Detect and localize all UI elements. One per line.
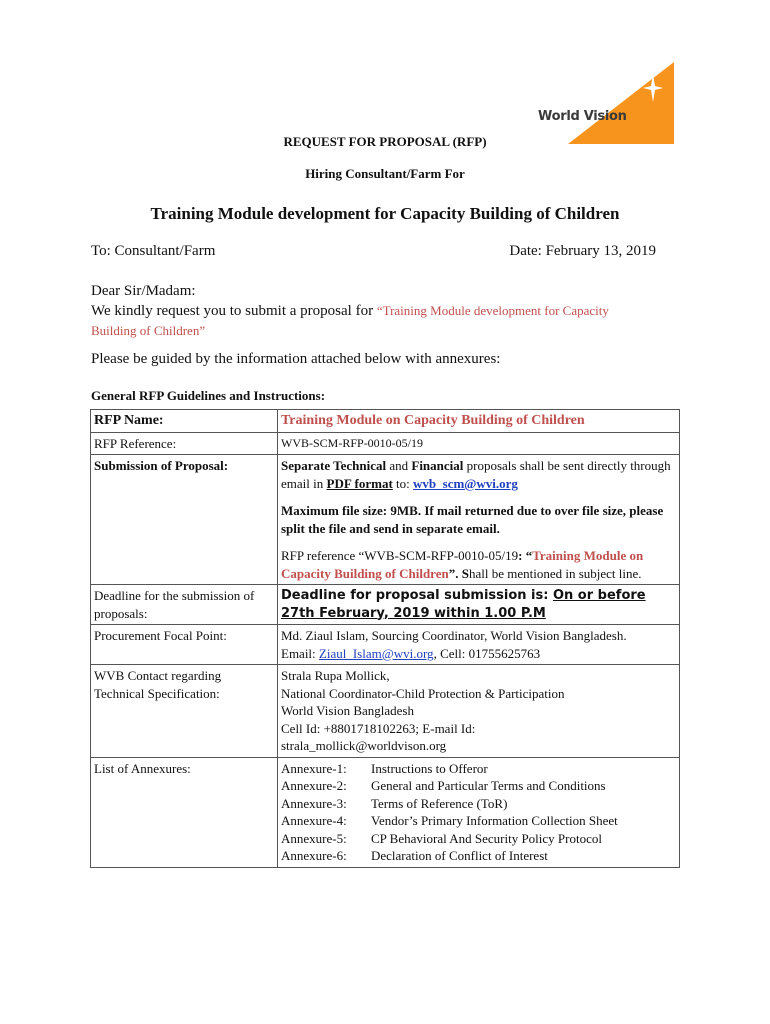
world-vision-logo — [532, 62, 674, 144]
document-subtitle: Hiring Consultant/Farm For — [305, 166, 465, 181]
focal-name: Md. Ziaul Islam, Sourcing Coordinator, World Vision Bangladesh. — [281, 628, 627, 643]
ref-tail: hall be mentioned in subject line. — [468, 565, 642, 581]
submission-paragraph-2: Maximum file size: 9MB. If mail returned due to over file size, please split the file and send in separate email. — [281, 503, 664, 536]
list-item — [281, 795, 676, 813]
annex-title: Instructions to Offeror — [371, 760, 488, 776]
deadline-intro: Deadline for proposal submission is: — [281, 588, 553, 603]
table-row — [91, 625, 680, 665]
focal-email-label: Email: — [281, 645, 319, 661]
request-prefix: We kindly request you to submit a proposal for — [91, 303, 377, 319]
annex-list — [278, 757, 680, 867]
annex-number: Annexure-2: — [281, 778, 347, 793]
document-title: REQUEST FOR PROPOSAL (RFP) — [283, 134, 487, 149]
salutation: Dear Sir/Madam: — [91, 283, 196, 299]
contact-line: Strala Rupa Mollick, — [281, 668, 390, 683]
annex-title: General and Particular Terms and Conditions — [371, 778, 606, 793]
technical-text: Separate Technical — [281, 458, 387, 473]
annex-number: Annexure-5: — [281, 830, 347, 846]
table-row — [91, 455, 680, 585]
list-item — [281, 777, 676, 795]
request-text — [91, 301, 656, 341]
table-row — [91, 410, 680, 433]
submission-paragraph-1 — [281, 457, 676, 492]
submission-details — [278, 455, 680, 585]
recipient: To: Consultant/Farm — [91, 243, 216, 259]
rfp-ref-label: RFP Reference: — [91, 432, 278, 455]
focal-value — [278, 625, 680, 665]
financial-text: Financial — [411, 458, 464, 473]
table-row — [91, 757, 680, 867]
request-title: “Training Module development for Capacity Building of Children” — [91, 303, 609, 338]
annex-number: Annexure-3: — [281, 795, 347, 811]
annex-title: Vendor’s Primary Information Collection Sheet — [371, 813, 618, 828]
list-item — [281, 812, 676, 830]
rfp-table — [90, 409, 680, 868]
ref-close: ”. S — [448, 565, 469, 581]
ref-text: RFP reference “WVB-SCM-RFP-0010-05/19 — [281, 548, 519, 563]
rfp-name-value: Training Module on Capacity Building of Children — [278, 410, 680, 433]
annex-title: CP Behavioral And Security Policy Protocol — [371, 830, 602, 846]
table-row — [91, 665, 680, 758]
to-text: to: — [392, 475, 414, 491]
letter-date: Date: February 13, 2019 — [509, 243, 656, 259]
rfp-ref-value: WVB-SCM-RFP-0010-05/19 — [278, 432, 680, 455]
deadline-label: Deadline for the submission of proposals: — [91, 585, 278, 625]
greeting-block — [91, 282, 656, 341]
contact-line: National Coordinator-Child Protection & Participation — [281, 685, 565, 701]
pdf-format-text: PDF format — [326, 475, 393, 491]
focal-email-link[interactable]: Ziaul_Islam@wvi.org — [318, 645, 434, 661]
annex-title: Declaration of Conflict of Interest — [371, 848, 548, 863]
annex-title: Terms of Reference (ToR) — [371, 795, 508, 811]
contact-line: strala_mollick@worldvison.org — [281, 738, 447, 753]
focal-contact — [281, 645, 676, 663]
list-item — [281, 847, 676, 865]
deadline-date: On or before 27th February, 2019 within 1.00 P.M — [281, 588, 646, 621]
sent-text: proposals shall be sent directly through email in — [281, 458, 671, 491]
ref-colon: : “ — [518, 548, 533, 563]
svg-text:World Vision: World Vision — [538, 109, 627, 124]
section-heading: General RFP Guidelines and Instructions: — [91, 388, 326, 403]
annex-number: Annexure-6: — [281, 848, 347, 863]
annex-number: Annexure-4: — [281, 813, 347, 828]
submission-label: Submission of Proposal: — [91, 455, 278, 585]
guided-text: Please be guided by the information attached below with annexures: — [91, 351, 501, 367]
annex-label: List of Annexures: — [91, 757, 278, 867]
submission-email-link[interactable]: wvb_scm@wvi.org — [413, 475, 518, 491]
address-line — [91, 243, 656, 260]
deadline-value — [278, 585, 680, 625]
table-row — [91, 432, 680, 455]
rfp-name-label: RFP Name: — [91, 410, 278, 433]
contact-line: Cell Id: +8801718102263; E-mail Id: — [281, 720, 476, 736]
annex-number: Annexure-1: — [281, 760, 347, 776]
ref-title: Training Module on Capacity Building of Children — [281, 548, 644, 581]
table-row — [91, 585, 680, 625]
focal-cell: , Cell: 01755625763 — [433, 645, 541, 661]
list-item — [281, 830, 676, 848]
project-title: Training Module development for Capacity Building of Children — [150, 204, 620, 223]
contact-line: World Vision Bangladesh — [281, 703, 414, 718]
and-text: and — [386, 458, 412, 473]
submission-paragraph-3 — [281, 547, 676, 582]
list-item — [281, 760, 676, 778]
focal-label: Procurement Focal Point: — [91, 625, 278, 665]
contact-value — [278, 665, 680, 758]
contact-label: WVB Contact regarding Technical Specification: — [91, 665, 278, 758]
